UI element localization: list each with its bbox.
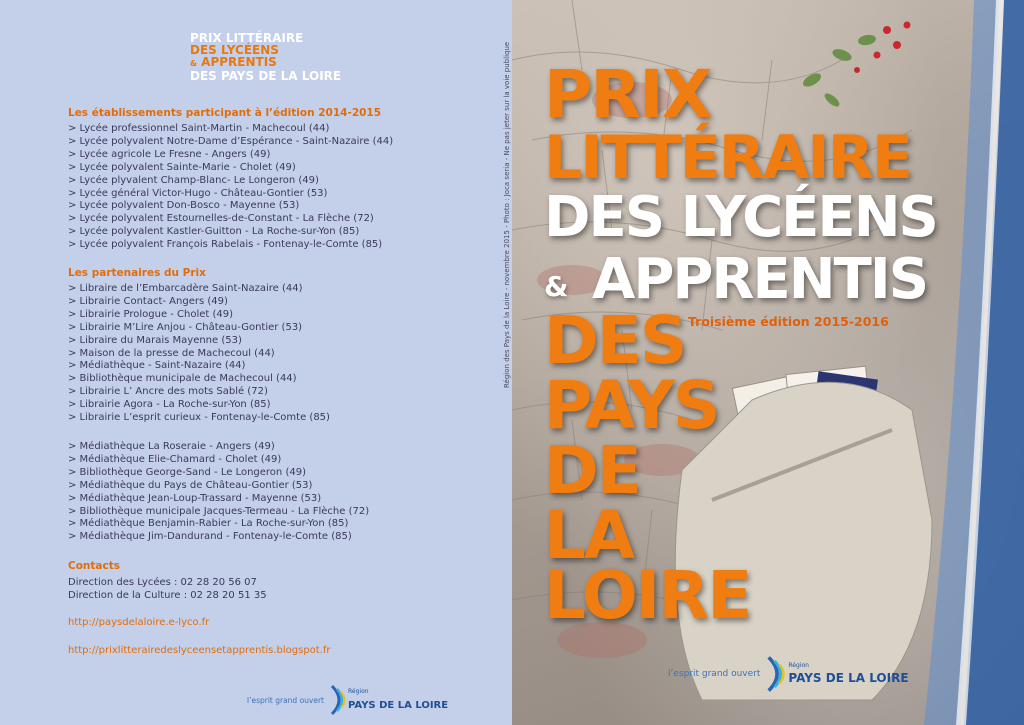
partner-item: > Librairie Prologue - Cholet (49): [68, 308, 234, 320]
cover-word-de: DE: [544, 432, 640, 509]
partner-item: > Librairie L’ Ancre des mots Sablé (72): [68, 386, 268, 398]
cover-word-loire: LOIRE: [544, 557, 751, 634]
partner-item: > Médiathèque - Saint-Nazaire (44): [68, 360, 246, 372]
leaves: [801, 34, 877, 109]
cover-word-litteraire: LITTÉRAIRE: [544, 123, 911, 193]
establishment-item: > Lycée plyvalent Champ-Blanc- Le Longeron (49): [68, 174, 319, 186]
partner-item: > Bibliothèque George-Sand - Le Longeron (49): [68, 466, 306, 478]
cover-word-des: DES: [544, 302, 686, 379]
partner-item: > Médiathèque du Pays de Château-Gontier (53): [68, 479, 313, 491]
logo-line-1: PRIX LITTÉRAIRE: [190, 31, 304, 45]
region-name-front: PAYS DE LA LOIRE: [788, 670, 909, 685]
partner-item: > Médiathèque Jim-Dandurand - Fontenay-le-Comte (85): [68, 531, 352, 543]
region-small-label: Région: [348, 687, 369, 695]
partner-item: > Librairie M’Lire Anjou - Château-Gontier (53): [68, 321, 303, 333]
logo-apprentis: APPRENTIS: [201, 55, 277, 69]
partners-list: [68, 283, 330, 425]
partner-item: > Librairie L’esprit curieux - Fontenay-le-Comte (85): [68, 412, 330, 424]
partner-item: > Maison de la presse de Machecoul (44): [68, 347, 275, 359]
logo-amp: &: [190, 59, 197, 68]
establishments-title: Les établissements participant à l’édition 2014-2015: [68, 107, 382, 119]
cover-word-prix: PRIX: [544, 56, 711, 133]
contacts-title: Contacts: [68, 560, 120, 572]
partner-item: > Librairie Contact- Angers (49): [68, 295, 228, 307]
logo-line-2: DES LYCÉENS: [190, 43, 279, 57]
region-name-block-front: [788, 662, 908, 687]
establishment-item: > Lycée général Victor-Hugo - Château-Gontier (53): [68, 187, 328, 199]
partner-item: > Bibliothèque municipale Jacques-Termeau - La Flèche (72): [68, 505, 370, 517]
blue-ribbon-graphic: [904, 0, 1024, 725]
partner-item: > Libraire du Marais Mayenne (53): [68, 334, 242, 346]
partner-item: > Librairie Agora - La Roche-sur-Yon (85): [68, 399, 271, 411]
establishment-item: > Lycée professionnel Saint-Martin - Machecoul (44): [68, 123, 330, 134]
partner-item: > Médiathèque La Roseraie - Angers (49): [68, 441, 275, 452]
prize-logo-small: [190, 32, 341, 82]
region-name: PAYS DE LA LOIRE: [348, 699, 449, 711]
front-cover-panel: [512, 0, 1024, 725]
edition-label: Troisième édition 2015-2016: [688, 314, 889, 329]
contact-lycees: Direction des Lycées : 02 28 20 56 07: [68, 577, 257, 588]
credit-text: Région des Pays de la Loire - novembre 2015 - Photo : Joca seria - Ne pas jeter sur la voie publique: [503, 41, 511, 388]
cover-word-la: LA: [544, 497, 634, 574]
region-arc-icon-front: [766, 655, 788, 693]
establishment-item: > Lycée polyvalent Estournelles-de-Constant - La Flèche (72): [68, 213, 374, 225]
region-slogan-front: l’esprit grand ouvert: [668, 669, 761, 679]
establishment-item: > Lycée polyvalent François Rabelais - Fontenay-le-Comte (85): [68, 239, 383, 251]
establishments-list: [68, 123, 393, 252]
logo-line-4: DES PAYS DE LA LOIRE: [190, 69, 342, 83]
region-arc-icon: [330, 684, 348, 716]
link-elyco[interactable]: http://paysdelaloire.e-lyco.fr: [68, 617, 210, 628]
partner-item: > Médiathèque Benjamin-Rabier - La Roche-sur-Yon (85): [68, 518, 349, 530]
partner-item: > Bibliothèque municipale de Machecoul (44): [68, 373, 297, 385]
partners-list-2: [68, 441, 369, 544]
partner-item: > Médiathèque Jean-Loup-Trassard - Mayenne (53): [68, 492, 322, 504]
cover-word-pays: PAYS: [544, 367, 719, 444]
establishment-item: > Lycée agricole Le Fresne - Angers (49): [68, 148, 271, 160]
cover-ampersand: &: [544, 270, 569, 303]
cover-word-des-lyceens: DES LYCÉENS: [544, 185, 937, 250]
region-logo-back: [247, 684, 448, 716]
establishment-item: > Lycée polyvalent Sainte-Marie - Cholet (49): [68, 161, 296, 173]
cover-word-apprentis: APPRENTIS: [592, 247, 928, 312]
establishment-item: > Lycée polyvalent Notre-Dame d’Espérance - Saint-Nazaire (44): [68, 135, 394, 147]
partner-item: > Libraire de l’Embarcadère Saint-Nazaire (44): [68, 283, 303, 294]
contact-culture: Direction de la Culture : 02 28 20 51 35: [68, 590, 267, 601]
establishment-item: > Lycée polyvalent Don-Bosco - Mayenne (53): [68, 200, 300, 212]
region-small-label-front: Région: [788, 661, 809, 669]
logo-line-3: [190, 56, 341, 70]
region-name-block: [348, 688, 448, 713]
region-slogan: l’esprit grand ouvert: [247, 695, 324, 705]
partner-item: > Médiathèque Elie-Chamard - Cholet (49): [68, 453, 282, 465]
partners-title: Les partenaires du Prix: [68, 267, 206, 279]
link-blog[interactable]: http://prixlitterairedeslyceensetapprentis.blogspot.fr: [68, 645, 331, 656]
region-logo-front: [668, 655, 909, 693]
establishment-item: > Lycée polyvalent Kastler-Guitton - La Roche-sur-Yon (85): [68, 226, 360, 238]
